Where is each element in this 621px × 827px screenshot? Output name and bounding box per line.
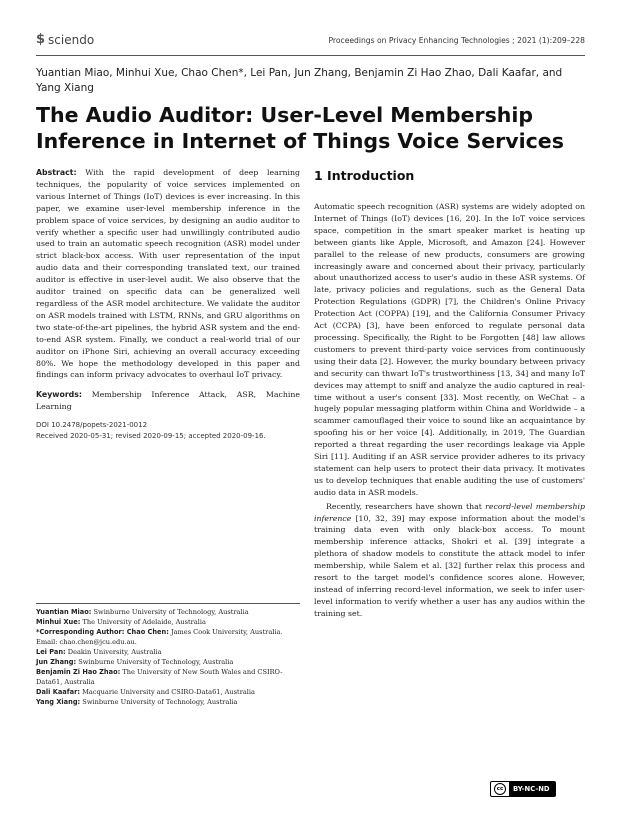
affiliation [36, 618, 300, 628]
intro-text: Recently, researchers have shown that [326, 501, 486, 511]
keywords [36, 389, 300, 413]
affiliation-name: Jun Zhang: [36, 657, 77, 666]
publisher-logo [36, 32, 94, 47]
right-column [314, 167, 585, 620]
affiliation [36, 658, 300, 668]
left-column [36, 167, 300, 442]
abstract [36, 167, 300, 381]
affiliation-text: Swinburne University of Technology, Australia [93, 608, 249, 616]
affiliation [36, 648, 300, 658]
intro-paragraph-2 [314, 501, 585, 620]
header-rule [36, 55, 585, 56]
affiliation-text: James Cook University, Australia. Email: chao.chen@jcu.edu.au. [36, 628, 283, 646]
paper-title: The Audio Auditor: User-Level Membership Inference in Internet of Things Voice Services [36, 103, 564, 153]
sciendo-logo-icon: $ [36, 32, 46, 47]
affiliation-text: The University of New South Wales and CSIRO-Data61, Australia [36, 668, 283, 686]
affiliation-name: Lei Pan: [36, 647, 66, 656]
page-header [36, 32, 585, 52]
affiliation-text: Swinburne University of Technology, Australia [82, 697, 238, 706]
emphasis-text: record-level membership inference [314, 501, 585, 523]
affiliations [36, 603, 300, 708]
publisher-name: sciendo [48, 32, 95, 47]
affiliation-name: Benjamin Zi Hao Zhao: [36, 668, 121, 677]
section-heading: 1 Introduction [314, 168, 415, 183]
intro-text: [10, 32, 39] may expose information about the model's training data even with only black-box access. To mount membership inference attacks, Shokri et al. [39] integrate a plethora of shadow models to constitute the attack model to infer membership, while Salem et al. [32] further relax this process and resort to the target model's confidence scores alone. However, instead of inferring record-level information, we seek to infer user-level information to verify whether a user has any audios within the training set. [314, 513, 585, 618]
creative-commons-icon [491, 782, 509, 796]
abstract-text: With the rapid development of deep learning techniques, the popularity of voice services implemented on various Internet of Things (IoT) devices is ever increasing. In this paper, we examine user-level membership inference in the problem space of voice services, by designing an audio auditor to verify whether a specific user had unwillingly contributed audio used to train an automatic speech recognition (ASR) model under strict black-box access. With user representation of the input audio data and their corresponding translated text, our trained auditor is effective in user-level audit. We also observe that the auditor trained on specific data can be generalized well regardless of the ASR model architecture. We validate the auditor on ASR models trained with LSTM, RNNs, and GRU algorithms on two state-of-the-art pipelines, the hybrid ASR system and the end-to-end ASR system. Finally, we conduct a real-world trial of our auditor on iPhone Siri, achieving an overall accuracy exceeding 80%. We hope the methodology developed in this paper and findings can inform privacy advocates to overhaul IoT privacy. [36, 168, 300, 380]
abstract-label: Abstract: [36, 168, 77, 177]
received-dates: Received 2020-05-31; revised 2020-09-15; accepted 2020-09-16. [36, 432, 266, 441]
article-metadata [36, 420, 300, 442]
affiliation-text: Swinburne University of Technology, Australia [78, 657, 234, 666]
affiliation [36, 628, 300, 647]
keywords-text: Membership Inference Attack, ASR, Machine Learning [36, 390, 300, 412]
affiliation [36, 668, 300, 687]
affiliation-name: Dali Kaafar: [36, 687, 80, 696]
affiliation [36, 698, 300, 708]
keywords-label: Keywords: [36, 390, 83, 400]
affiliation-name: Minhui Xue: [36, 618, 81, 627]
cc-glyph: cc [494, 783, 506, 795]
license-text: BY-NC-ND [513, 785, 550, 793]
affiliation [36, 688, 300, 698]
doi: DOI 10.2478/popets-2021-0012 [36, 421, 148, 430]
affiliation-text: Macquarie University and CSIRO-Data61, Australia [82, 687, 255, 696]
affiliation-text: Deakin University, Australia [67, 647, 162, 656]
affiliation [36, 608, 300, 618]
intro-paragraph-1: Automatic speech recognition (ASR) systems are widely adopted on Internet of Things (IoT) devices [16, 20]. In the IoT voice services space, competition in the smart speaker market is heating up between giants like Apple, Microsoft, and Amazon [24]. However parallel to the release of new products, consumers are growing increasingly aware and concerned about their privacy, particularly about unauthorized access to user's audio in these ASR systems. Of late, privacy policies and regulations, such as the General Data Protection Regulations (GDPR) [7], the Children's Online Privacy Protection Act (COPPA) [19], and the California Consumer Privacy Act (CCPA) [3], have been enforced to regulate personal data processing. Specifically, the Right to be Forgotten [48] law allows customers to prevent third-party voice services from continuously using their data [2]. However, the murky boundary between privacy and security can thwart IoT's trustworthiness [13, 34] and many IoT devices may attempt to sniff and analyze the audio captured in real-time without a user's consent [33]. Most recently, on WeChat – a hugely popular messaging platform within China and Worldwide – a scammer camouflaged their voice to sound like an acquaintance by spoofing his or her voice [4]. Additionally, in 2019, The Guardian reported a threat regarding the user recordings leakage via Apple Siri [11]. Auditing if an ASR service provider adheres to its privacy statement can help users to protect their data privacy. It motivates us to develop techniques that enable auditing the use of customers' audio data in ASR models. [314, 202, 585, 497]
license-badge[interactable] [490, 781, 556, 797]
affiliation-text: The University of Adelaide, Australia [82, 618, 206, 627]
affiliation-name: Yang Xiang: [36, 697, 81, 706]
journal-citation: Proceedings on Privacy Enhancing Technologies ; 2021 (1):209–228 [328, 36, 585, 45]
affiliation-name: Yuantian Miao: [36, 608, 92, 616]
author-list: Yuantian Miao, Minhui Xue, Chao Chen*, Lei Pan, Jun Zhang, Benjamin Zi Hao Zhao, Dali Kaafar, and Yang Xiang [36, 67, 563, 94]
affiliation-name: *Corresponding Author: Chao Chen: [36, 628, 169, 637]
